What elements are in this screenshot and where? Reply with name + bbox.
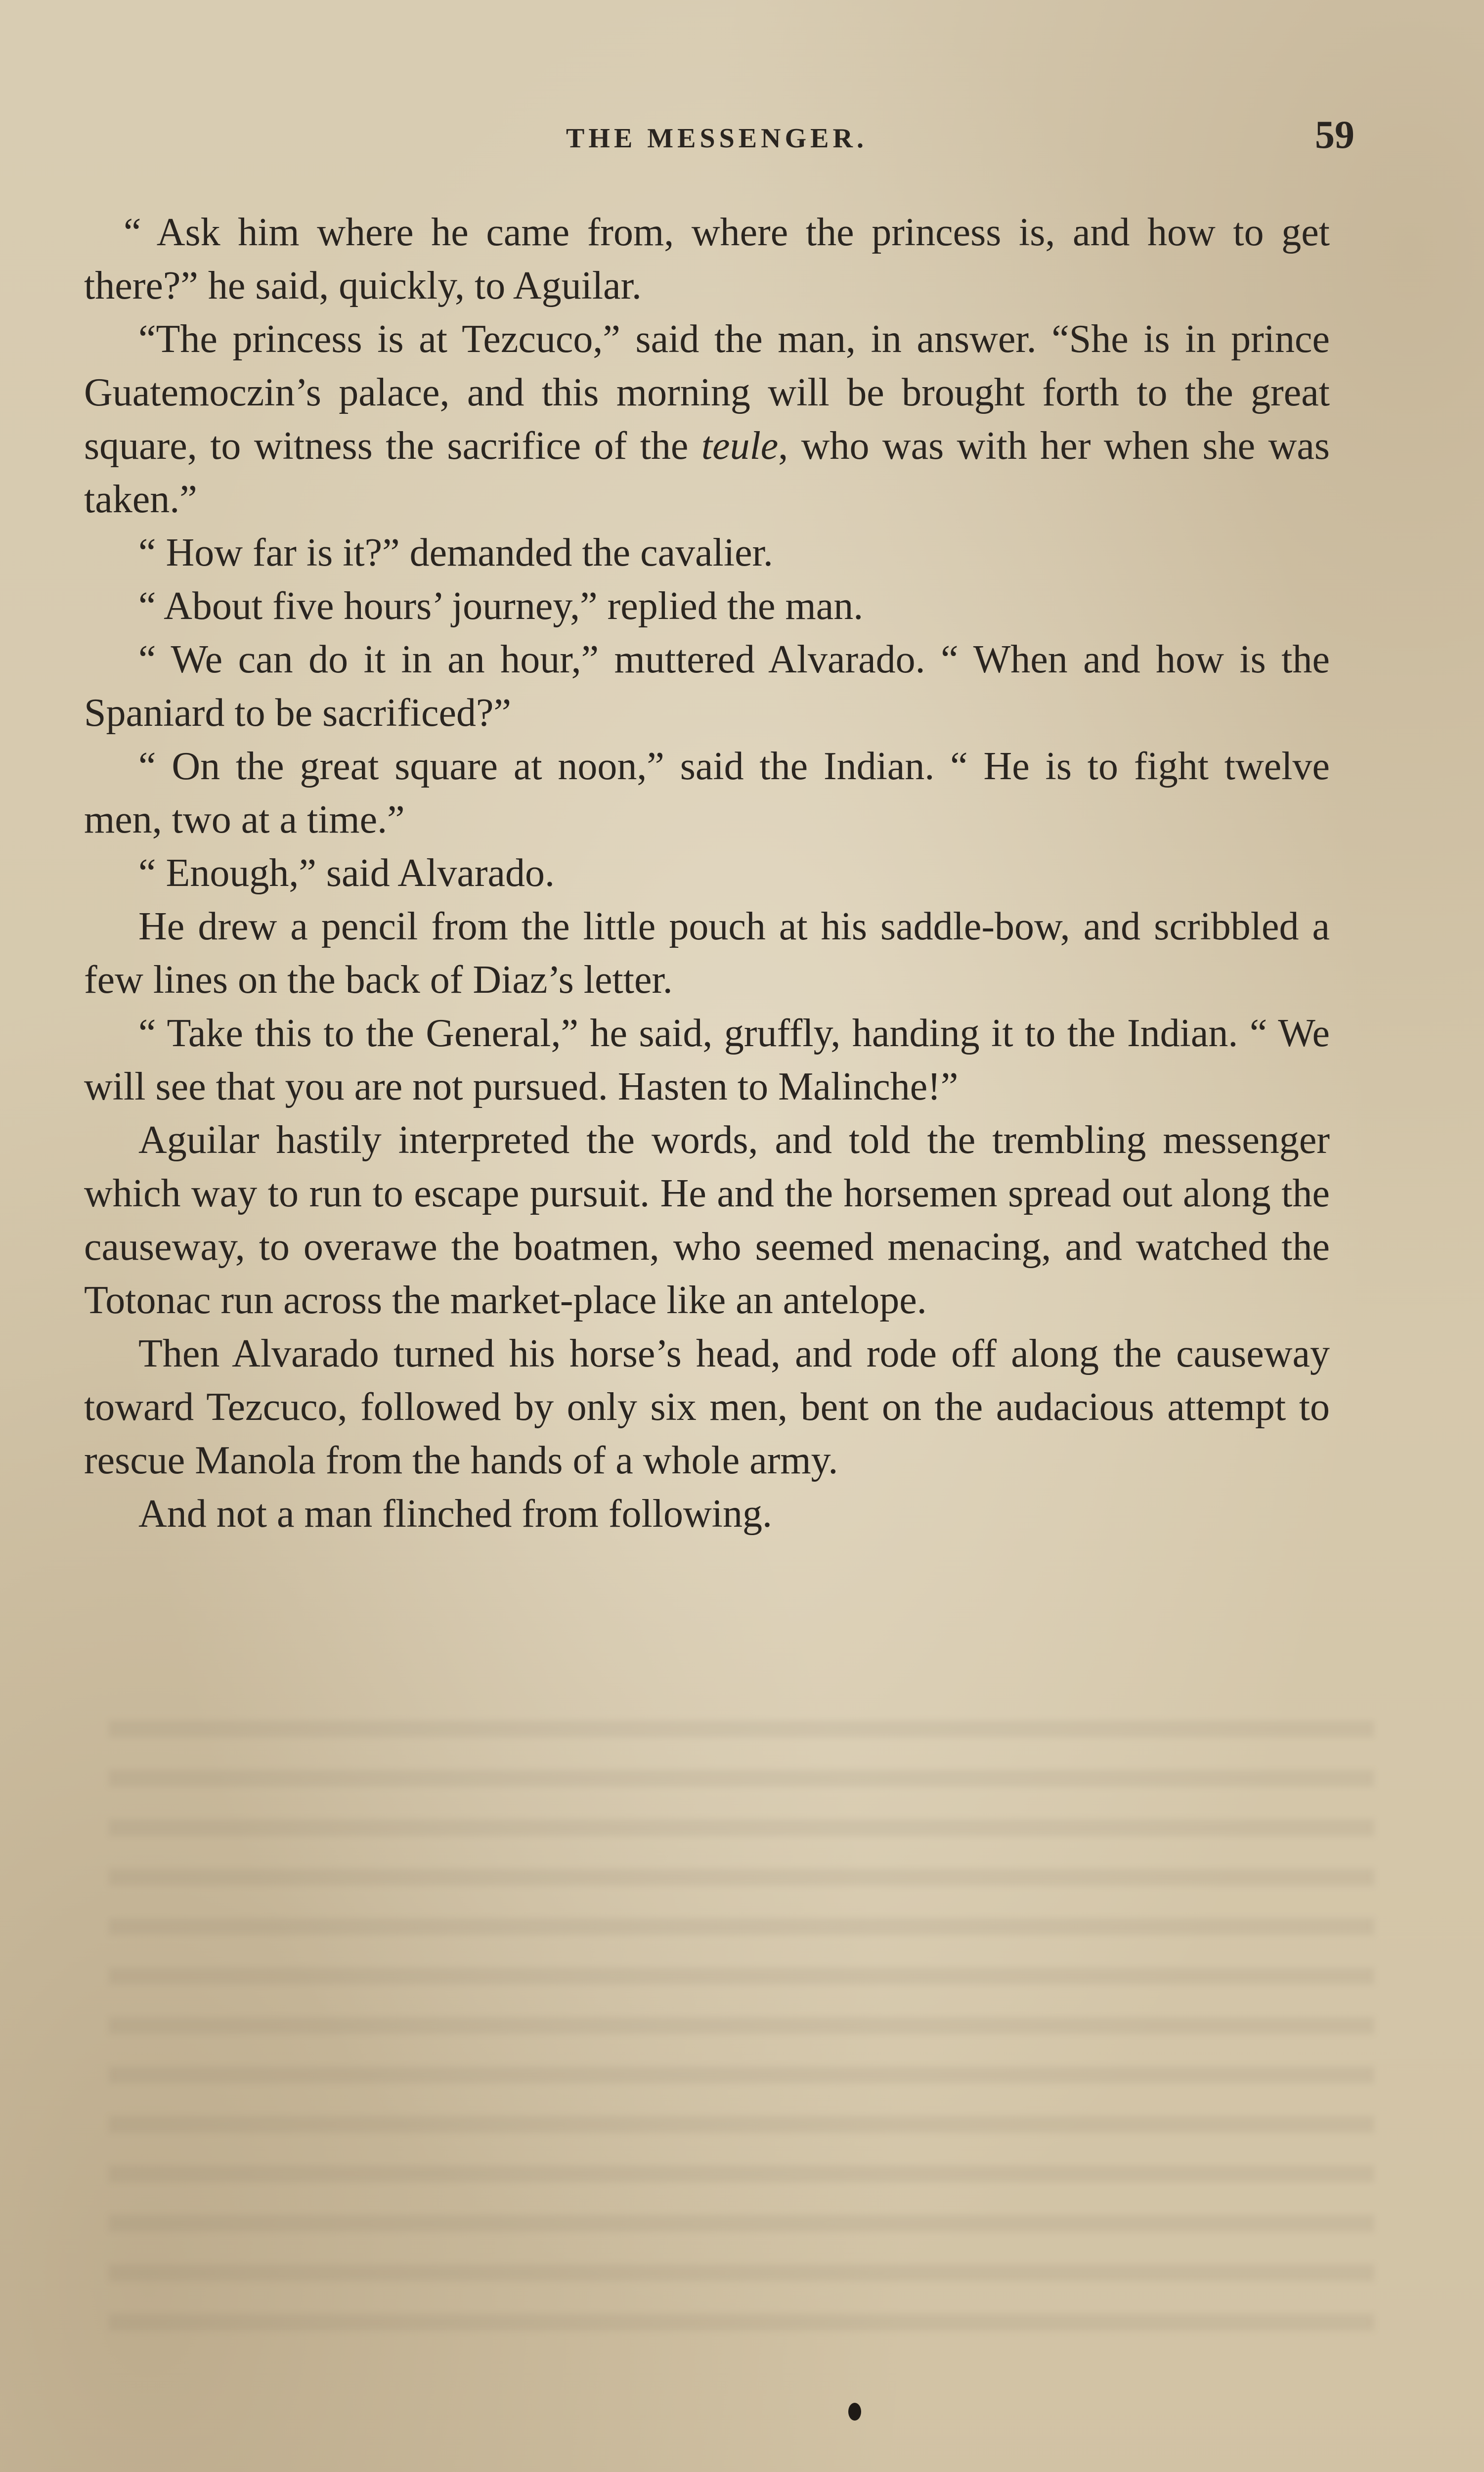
- paragraph: “ On the great square at noon,” said the Indian. “ He is to fight twelve men, two at a time.”: [84, 745, 1330, 841]
- paragraph: [84, 312, 1330, 526]
- paragraph: Aguilar hastily interpreted the words, and told the trembling messenger which way to run to escape pursuit. He and the horsemen spread out along the causeway, to overawe the boatmen, who seemed menacing, and watched the Totonac run across the market-place like an antelope.: [84, 1118, 1330, 1322]
- paragraph: He drew a pencil from the little pouch at his saddle-bow, and scribbled a few lines on the back of Diaz’s letter.: [84, 905, 1330, 1002]
- body-text: [84, 206, 1330, 1541]
- paragraph-text: , who was with her when she was taken.”: [84, 424, 1330, 521]
- running-title: THE MESSENGER.: [566, 123, 868, 154]
- page-number: 59: [1315, 113, 1354, 157]
- ink-blot: [848, 2403, 861, 2421]
- paragraph: “ About five hours’ journey,” replied the man.: [138, 584, 864, 628]
- page-header: [79, 113, 1354, 172]
- paragraph-text: “The princess is at Tezcuco,” said the man, in answer. “She is in prince Guatemoczin’s palace, and this morning will be brought forth to the great square, to witness the sacrifice of the: [84, 317, 1330, 468]
- paragraph: And not a man flinched from following.: [138, 1492, 772, 1536]
- paragraph: Then Alvarado turned his horse’s head, and rode off along the causeway toward Tezcuco, followed by only six men, bent on the audacious attempt to rescue Manola from the hands of a whole army.: [84, 1332, 1330, 1482]
- paragraph: “ Take this to the General,” he said, gruffly, handing it to the Indian. “ We will see that you are not pursued. Hasten to Malinche!”: [84, 1012, 1330, 1108]
- paragraph: “ Ask him where he came from, where the princess is, and how to get there?” he said, quickly, to Aguilar.: [84, 211, 1330, 308]
- bleed-through-shadow: [109, 1721, 1374, 2339]
- paragraph: “ Enough,” said Alvarado.: [138, 851, 555, 895]
- paragraph: “ We can do it in an hour,” muttered Alvarado. “ When and how is the Spaniard to be sacrificed?”: [84, 638, 1330, 735]
- italic-word: teule: [701, 424, 779, 468]
- paragraph: “ How far is it?” demanded the cavalier.: [138, 531, 773, 574]
